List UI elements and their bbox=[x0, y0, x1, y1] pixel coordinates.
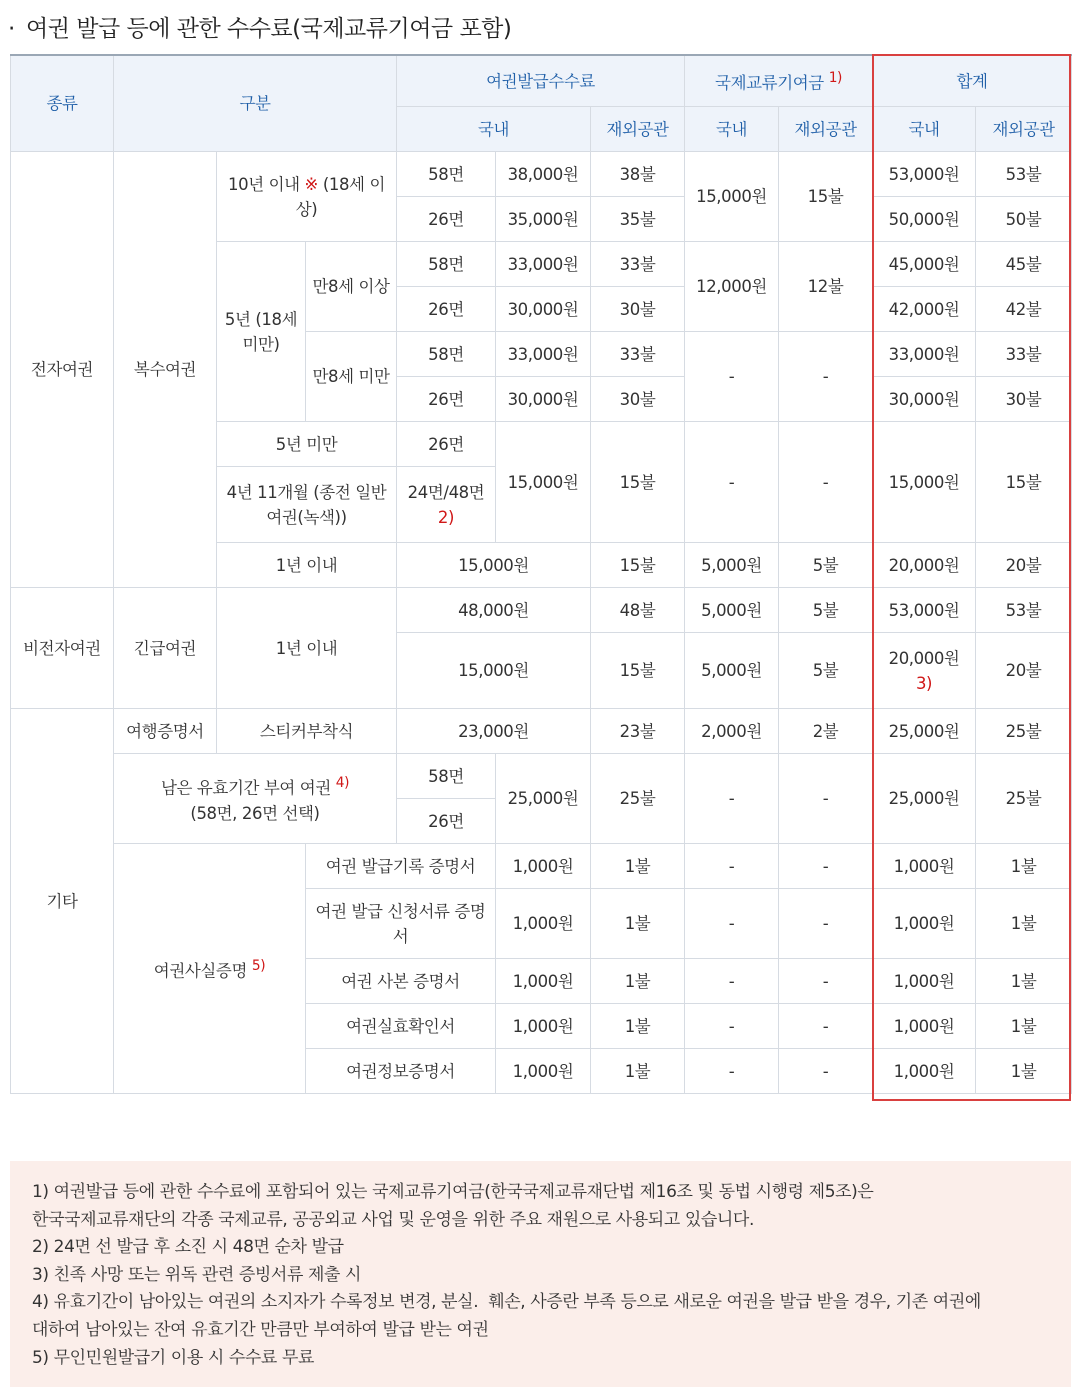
fee-cell: 15불 bbox=[591, 422, 685, 543]
fee-cell: 23불 bbox=[591, 709, 685, 754]
pages-cell: 58면 bbox=[397, 754, 496, 799]
total-cell: 1,000원 bbox=[873, 1049, 976, 1094]
fee-cell: 1,000원 bbox=[496, 844, 591, 889]
empty-cell: - bbox=[779, 959, 873, 1004]
fee-cell: 2,000원 bbox=[685, 709, 779, 754]
fee-cell: 48불 bbox=[591, 588, 685, 633]
remaining-label: 남은 유효기간 부여 여권 bbox=[160, 778, 331, 798]
total-cell: 15,000원 bbox=[873, 422, 976, 543]
empty-cell: - bbox=[779, 422, 873, 543]
fact-item: 여권정보증명서 bbox=[306, 1049, 496, 1094]
total-cell: 42불 bbox=[976, 287, 1072, 332]
empty-cell: - bbox=[685, 889, 779, 959]
col-header-total: 합계 bbox=[873, 55, 1072, 107]
fee-cell: 15,000원 bbox=[685, 152, 779, 242]
col-header-total-overseas: 재외공관 bbox=[976, 107, 1072, 152]
col-header-type: 종류 bbox=[11, 55, 114, 152]
total-cell: 20불 bbox=[976, 543, 1072, 588]
fee-cell: 33,000원 bbox=[496, 242, 591, 287]
note-mark: ※ bbox=[304, 174, 318, 194]
total-cell: 1,000원 bbox=[873, 1004, 976, 1049]
category-travel-cert: 여행증명서 bbox=[114, 709, 217, 754]
fee-cell: 35불 bbox=[591, 197, 685, 242]
empty-cell: - bbox=[779, 889, 873, 959]
empty-cell: - bbox=[779, 1004, 873, 1049]
footnotes-box bbox=[10, 1161, 1071, 1387]
pages-cell-24-48 bbox=[397, 467, 496, 543]
fee-cell: 30,000원 bbox=[496, 377, 591, 422]
title-text: 여권 발급 등에 관한 수수료(국제교류기여금 포함) bbox=[26, 16, 512, 42]
fee-cell: 12,000원 bbox=[685, 242, 779, 332]
total-cell: 25불 bbox=[976, 754, 1072, 844]
fee-cell: 5,000원 bbox=[685, 543, 779, 588]
fee-cell: 15불 bbox=[779, 152, 873, 242]
total-cell: 1,000원 bbox=[873, 889, 976, 959]
empty-cell: - bbox=[779, 844, 873, 889]
col-header-issue-overseas: 재외공관 bbox=[591, 107, 685, 152]
fee-cell: 12불 bbox=[779, 242, 873, 332]
footnote-1: 1) 여권발급 등에 관한 수수료에 포함되어 있는 국제교류기여금(한국국제교류재단법 제16조 및 동법 시행령 제5조)은 한국국제교류재단의 각종 국제교류, 공공외교 사업 및 운영을 위한 주요 재원으로 사용되고 있습니다. bbox=[32, 1182, 874, 1230]
total-cell: 15불 bbox=[976, 422, 1072, 543]
contribution-label: 국제교류기여금 bbox=[715, 73, 824, 93]
fee-cell: 30,000원 bbox=[496, 287, 591, 332]
empty-cell: - bbox=[685, 754, 779, 844]
fee-cell: 23,000원 bbox=[397, 709, 591, 754]
empty-cell: - bbox=[779, 1049, 873, 1094]
empty-cell: - bbox=[779, 754, 873, 844]
total-cell: 50,000원 bbox=[873, 197, 976, 242]
total-value: 20,000원 bbox=[888, 648, 960, 668]
total-cell: 25,000원 bbox=[873, 754, 976, 844]
total-cell: 53,000원 bbox=[873, 588, 976, 633]
period-10year bbox=[217, 152, 397, 242]
empty-cell: - bbox=[685, 332, 779, 422]
total-cell: 25,000원 bbox=[873, 709, 976, 754]
fee-cell: 33불 bbox=[591, 332, 685, 377]
table-row bbox=[11, 709, 1072, 754]
footnote-5: 5) 무인민원발급기 이용 시 수수료 무료 bbox=[32, 1347, 314, 1368]
footnote-ref-5[interactable]: 5) bbox=[251, 957, 266, 974]
table-row bbox=[11, 152, 1072, 197]
footnote-ref-3[interactable]: 3) bbox=[915, 673, 933, 693]
fee-cell: 1불 bbox=[591, 1004, 685, 1049]
empty-cell: - bbox=[685, 1004, 779, 1049]
col-header-contrib-overseas: 재외공관 bbox=[779, 107, 873, 152]
fee-cell: 15불 bbox=[591, 543, 685, 588]
fee-cell: 33불 bbox=[591, 242, 685, 287]
fee-cell: 15,000원 bbox=[397, 633, 591, 709]
total-cell: 1불 bbox=[976, 1004, 1072, 1049]
col-header-contrib-domestic: 국내 bbox=[685, 107, 779, 152]
fee-cell: 35,000원 bbox=[496, 197, 591, 242]
fee-cell: 5불 bbox=[779, 633, 873, 709]
fee-cell: 5불 bbox=[779, 588, 873, 633]
fee-cell: 5,000원 bbox=[685, 633, 779, 709]
footnote-ref-2[interactable]: 2) bbox=[437, 507, 455, 527]
fee-cell: 38,000원 bbox=[496, 152, 591, 197]
fee-cell: 30불 bbox=[591, 287, 685, 332]
title-bullet: · bbox=[8, 16, 15, 42]
col-header-category: 구분 bbox=[114, 55, 397, 152]
fee-cell: 25불 bbox=[591, 754, 685, 844]
fee-cell: 38불 bbox=[591, 152, 685, 197]
pages-cell: 26면 bbox=[397, 799, 496, 844]
total-cell: 1불 bbox=[976, 889, 1072, 959]
total-cell: 20,000원 bbox=[873, 543, 976, 588]
remaining-choice: (58면, 26면 선택) bbox=[190, 803, 320, 823]
total-cell: 50불 bbox=[976, 197, 1072, 242]
total-cell: 45불 bbox=[976, 242, 1072, 287]
category-fact-cert bbox=[114, 844, 306, 1094]
total-cell: 33불 bbox=[976, 332, 1072, 377]
col-header-issue-domestic: 국내 bbox=[397, 107, 591, 152]
fee-cell: 5불 bbox=[779, 543, 873, 588]
period-sticker: 스티커부착식 bbox=[217, 709, 397, 754]
fee-cell: 25,000원 bbox=[496, 754, 591, 844]
fee-cell: 1,000원 bbox=[496, 1049, 591, 1094]
fee-cell: 5,000원 bbox=[685, 588, 779, 633]
page-title bbox=[8, 10, 511, 43]
total-cell: 1,000원 bbox=[873, 844, 976, 889]
table-row bbox=[11, 754, 1072, 799]
fact-item: 여권실효확인서 bbox=[306, 1004, 496, 1049]
total-cell: 20불 bbox=[976, 633, 1072, 709]
pages-cell: 58면 bbox=[397, 332, 496, 377]
footnote-3: 3) 친족 사망 또는 위독 관련 증빙서류 제출 시 bbox=[32, 1264, 362, 1285]
empty-cell: - bbox=[685, 959, 779, 1004]
pages-2448-label: 24면/48면 bbox=[407, 482, 485, 502]
period-5year: 5년 (18세 미만) bbox=[217, 242, 306, 422]
total-cell: 45,000원 bbox=[873, 242, 976, 287]
pages-cell: 58면 bbox=[397, 152, 496, 197]
empty-cell: - bbox=[685, 844, 779, 889]
fee-cell: 1,000원 bbox=[496, 889, 591, 959]
footnote-4: 4) 유효기간이 남아있는 여권의 소지자가 수록정보 변경, 분실. 훼손, 사증란 부족 등으로 새로운 여권을 발급 받을 경우, 기존 여권에 대하여 남아있는 잔여 유효기간 만큼만 부여하여 발급 받는 여권 bbox=[32, 1292, 981, 1340]
fact-item: 여권 발급 신청서류 증명서 bbox=[306, 889, 496, 959]
empty-cell: - bbox=[779, 332, 873, 422]
period-4y11m: 4년 11개월 (종전 일반여권(녹색)) bbox=[217, 467, 397, 543]
col-header-contribution bbox=[685, 55, 873, 107]
category-multi: 복수여권 bbox=[114, 152, 217, 588]
total-cell: 1,000원 bbox=[873, 959, 976, 1004]
fact-cert-label: 여권사실증명 bbox=[153, 961, 248, 981]
age-8-under: 만8세 미만 bbox=[306, 332, 397, 422]
period-emergency: 1년 이내 bbox=[217, 588, 397, 709]
col-header-total-domestic: 국내 bbox=[873, 107, 976, 152]
fee-cell: 1불 bbox=[591, 959, 685, 1004]
pages-cell: 26면 bbox=[397, 287, 496, 332]
total-cell: 42,000원 bbox=[873, 287, 976, 332]
category-remaining bbox=[114, 754, 397, 844]
table-row bbox=[11, 588, 1072, 633]
fee-cell: 1,000원 bbox=[496, 959, 591, 1004]
empty-cell: - bbox=[685, 422, 779, 543]
fee-cell: 30불 bbox=[591, 377, 685, 422]
age-8-over: 만8세 이상 bbox=[306, 242, 397, 332]
fee-table bbox=[10, 54, 1072, 1094]
type-electronic: 전자여권 bbox=[11, 152, 114, 588]
total-cell: 30불 bbox=[976, 377, 1072, 422]
fee-cell: 1불 bbox=[591, 844, 685, 889]
pages-cell: 26면 bbox=[397, 197, 496, 242]
footnote-ref-4[interactable]: 4) bbox=[335, 775, 350, 792]
fee-cell: 15불 bbox=[591, 633, 685, 709]
empty-cell: - bbox=[685, 1049, 779, 1094]
type-non-electronic: 비전자여권 bbox=[11, 588, 114, 709]
fact-item: 여권 사본 증명서 bbox=[306, 959, 496, 1004]
table-row bbox=[11, 844, 1072, 889]
fee-cell: 15,000원 bbox=[496, 422, 591, 543]
total-cell: 1불 bbox=[976, 844, 1072, 889]
footnote-ref-1[interactable]: 1) bbox=[828, 70, 843, 87]
period-within1: 1년 이내 bbox=[217, 543, 397, 588]
fee-cell: 1불 bbox=[591, 889, 685, 959]
fee-cell: 1,000원 bbox=[496, 1004, 591, 1049]
footnote-2: 2) 24면 선 발급 후 소진 시 48면 순차 발급 bbox=[32, 1237, 344, 1258]
total-cell: 33,000원 bbox=[873, 332, 976, 377]
pages-cell: 26면 bbox=[397, 377, 496, 422]
total-cell: 53불 bbox=[976, 152, 1072, 197]
total-cell: 1불 bbox=[976, 959, 1072, 1004]
fee-cell: 15,000원 bbox=[397, 543, 591, 588]
fee-cell: 33,000원 bbox=[496, 332, 591, 377]
pages-cell: 26면 bbox=[397, 422, 496, 467]
col-header-issue-fee: 여권발급수수료 bbox=[397, 55, 685, 107]
total-cell: 25불 bbox=[976, 709, 1072, 754]
total-cell: 30,000원 bbox=[873, 377, 976, 422]
fee-cell: 48,000원 bbox=[397, 588, 591, 633]
total-cell: 53,000원 bbox=[873, 152, 976, 197]
period-under5: 5년 미만 bbox=[217, 422, 397, 467]
total-cell-note3 bbox=[873, 633, 976, 709]
category-emergency: 긴급여권 bbox=[114, 588, 217, 709]
total-cell: 53불 bbox=[976, 588, 1072, 633]
period-10year-age: (18세 이상) bbox=[295, 174, 385, 219]
fact-item: 여권 발급기록 증명서 bbox=[306, 844, 496, 889]
pages-cell: 58면 bbox=[397, 242, 496, 287]
period-10year-label: 10년 이내 bbox=[228, 174, 300, 194]
fee-cell: 2불 bbox=[779, 709, 873, 754]
fee-cell: 1불 bbox=[591, 1049, 685, 1094]
type-other: 기타 bbox=[11, 709, 114, 1094]
total-cell: 1불 bbox=[976, 1049, 1072, 1094]
